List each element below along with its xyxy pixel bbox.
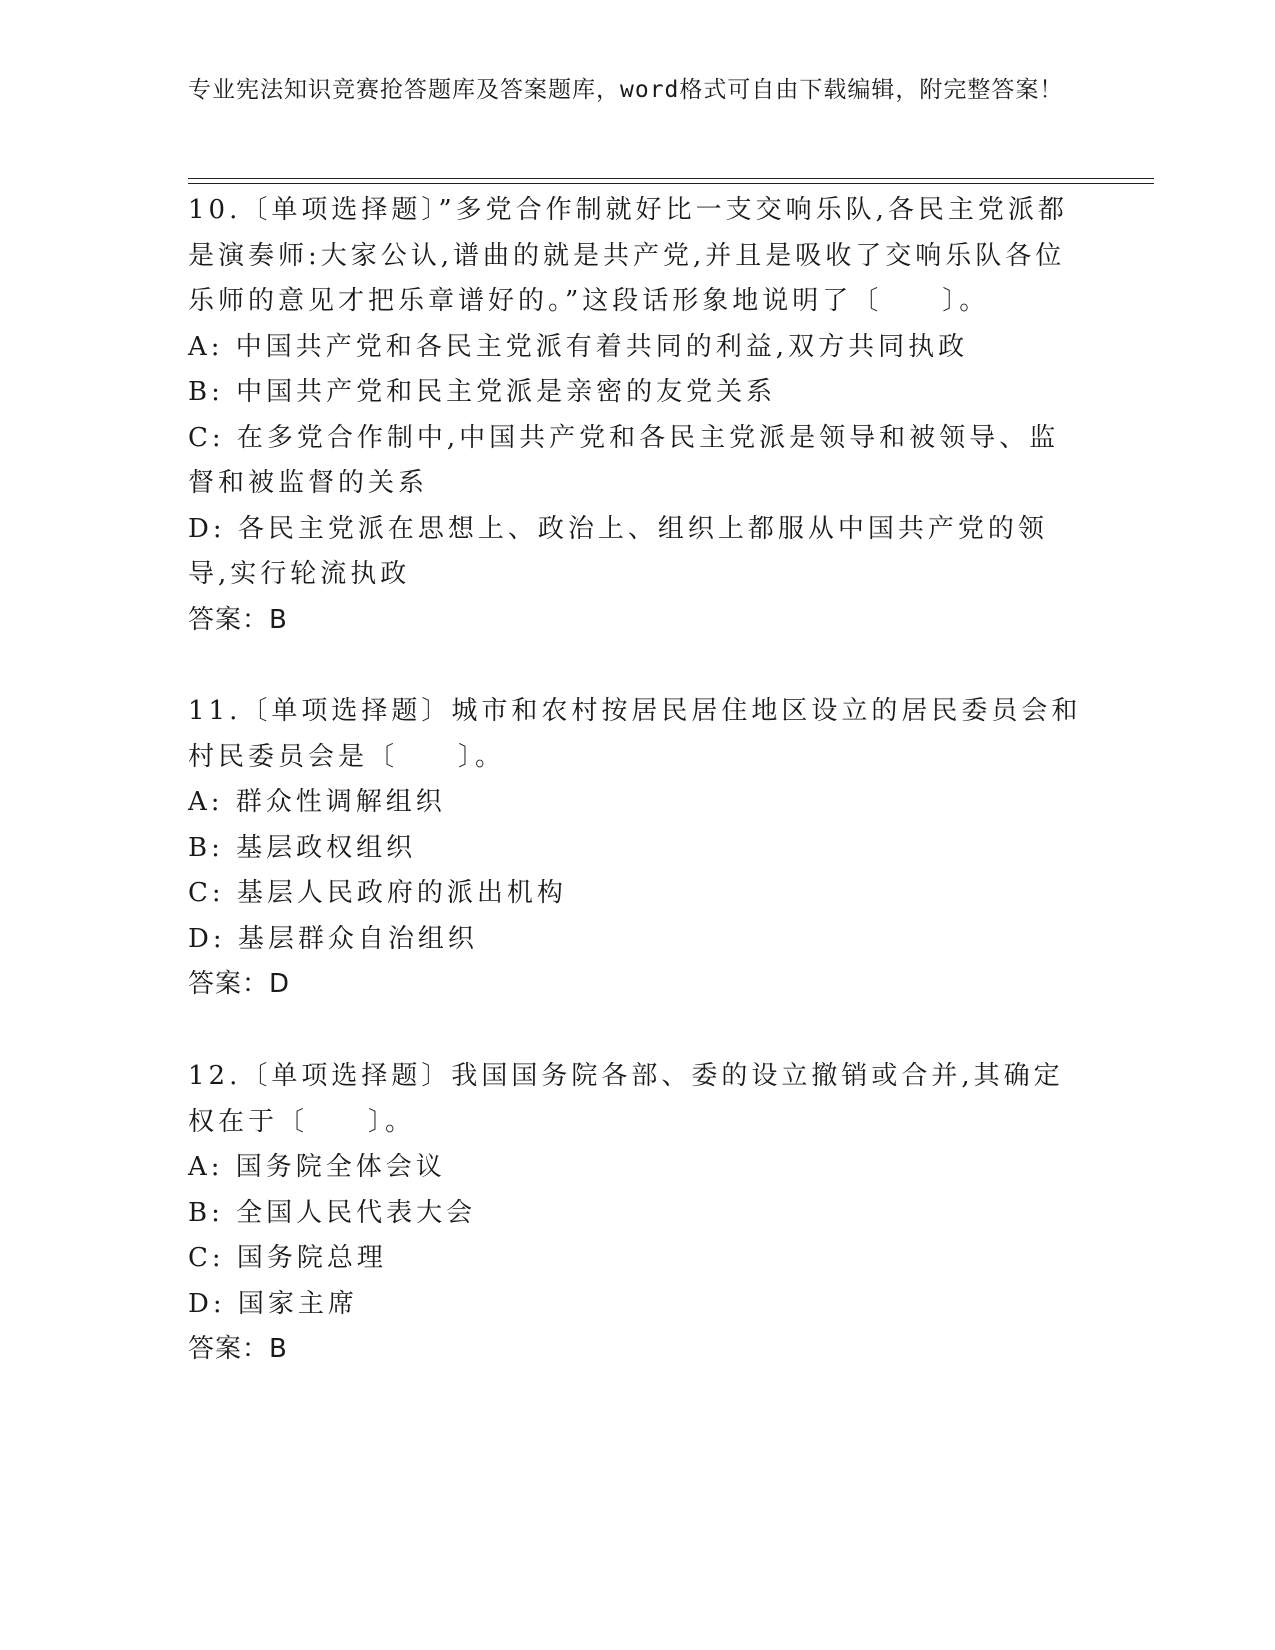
question-block xyxy=(188,1054,1088,1373)
option-d: D: 各民主党派在思想上、政治上、组织上都服从中国共产党的领导,实行轮流执政 xyxy=(188,513,1048,589)
question-block xyxy=(188,188,1088,643)
option-b: B: 中国共产党和民主党派是亲密的友党关系 xyxy=(188,377,777,407)
question-stem: 11.〔单项选择题〕城市和农村按居民居住地区设立的居民委员会和村民委员会是〔 〕。 xyxy=(188,696,1082,772)
option-a: A: 中国共产党和各民主党派有着共同的利益,双方共同执政 xyxy=(188,331,969,362)
option-b: B: 全国人民代表大会 xyxy=(188,1197,477,1228)
header-divider xyxy=(188,178,1154,184)
question-block xyxy=(188,689,1088,1008)
answer-label: 答案：B xyxy=(188,1334,288,1364)
option-c: C: 在多党合作制中,中国共产党和各民主党派是领导和被领导、监督和被监督的关系 xyxy=(188,422,1060,498)
option-d: D: 国家主席 xyxy=(188,1288,358,1319)
option-b: B: 基层政权组织 xyxy=(188,832,417,863)
answer-label: 答案：B xyxy=(188,604,288,635)
question-stem: 12.〔单项选择题〕我国国务院各部、委的设立撤销或合并,其确定权在于〔 〕。 xyxy=(188,1061,1064,1137)
answer-label: 答案：D xyxy=(188,969,291,999)
option-a: A: 国务院全体会议 xyxy=(188,1152,446,1182)
question-stem: 10.〔单项选择题〕”多党合作制就好比一支交响乐队,各民主党派都是演奏师:大家公认,谱曲的就是共产党,并且是吸收了交响乐队各位乐师的意见才把乐章谱好的。”这段话形象地说明了〔 〕。 xyxy=(188,195,1068,316)
document-header: 专业宪法知识竞赛抢答题库及答案题库，word格式可自由下载编辑，附完整答案！ xyxy=(188,77,1064,103)
option-d: D: 基层群众自治组织 xyxy=(188,923,478,954)
option-c: C: 国务院总理 xyxy=(188,1243,387,1273)
option-a: A: 群众性调解组织 xyxy=(188,787,446,817)
option-c: C: 基层人民政府的派出机构 xyxy=(188,878,567,908)
